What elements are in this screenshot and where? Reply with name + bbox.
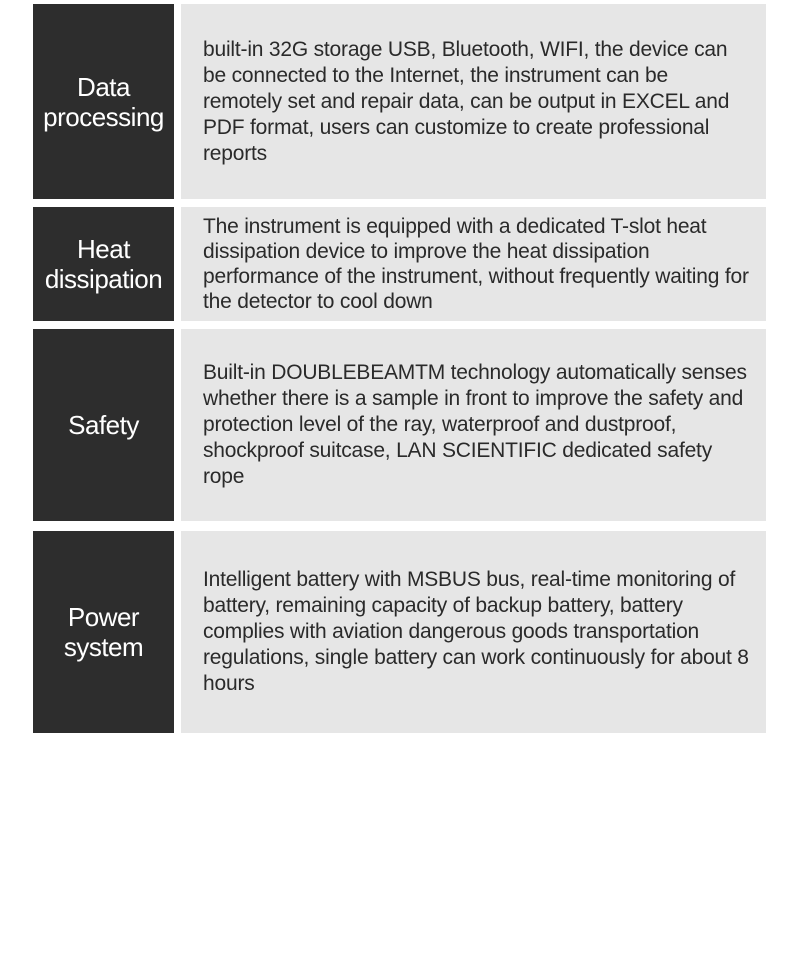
spec-description-data-processing (181, 4, 766, 199)
spec-description-text: Intelligent battery with MSBUS bus, real-time monitoring of battery, remaining capacity of backup battery, battery complies with aviation dangerous goods transportation regulations, single battery can work continuously for about 8 hours (203, 568, 749, 695)
spec-description-power-system (181, 531, 766, 733)
spec-description-heat-dissipation (181, 207, 766, 321)
row-divider (174, 207, 181, 321)
spec-row-power-system (33, 531, 766, 733)
spec-label-power-system: Power system (33, 531, 174, 733)
row-divider (174, 4, 181, 199)
spec-row-heat-dissipation (33, 207, 766, 321)
row-divider (174, 329, 181, 521)
spec-description-text: Built-in DOUBLEBEAMTM technology automatically senses whether there is a sample in front to improve the safety and protection level of the ray, waterproof and dustproof, shockproof suitcase, LAN SCIENTIFIC dedicated safety rope (203, 361, 747, 488)
spec-description-text: built-in 32G storage USB, Bluetooth, WIFI, the device can be connected to the Internet, the instrument can be remotely set and repair data, can be output in EXCEL and PDF format, users can customize to create professional reports (203, 37, 730, 165)
spec-row-safety (33, 329, 766, 521)
spec-description-text: The instrument is equipped with a dedicated T-slot heat dissipation device to improve the heat dissipation performance of the instrument, without frequently waiting for the detector to cool down (203, 215, 749, 313)
spec-description-safety (181, 329, 766, 521)
spec-row-data-processing (33, 4, 766, 199)
spec-label-safety: Safety (33, 329, 174, 521)
spec-label-data-processing: Data processing (33, 4, 174, 199)
row-divider (174, 531, 181, 733)
spec-label-heat-dissipation: Heat dissipation (33, 207, 174, 321)
